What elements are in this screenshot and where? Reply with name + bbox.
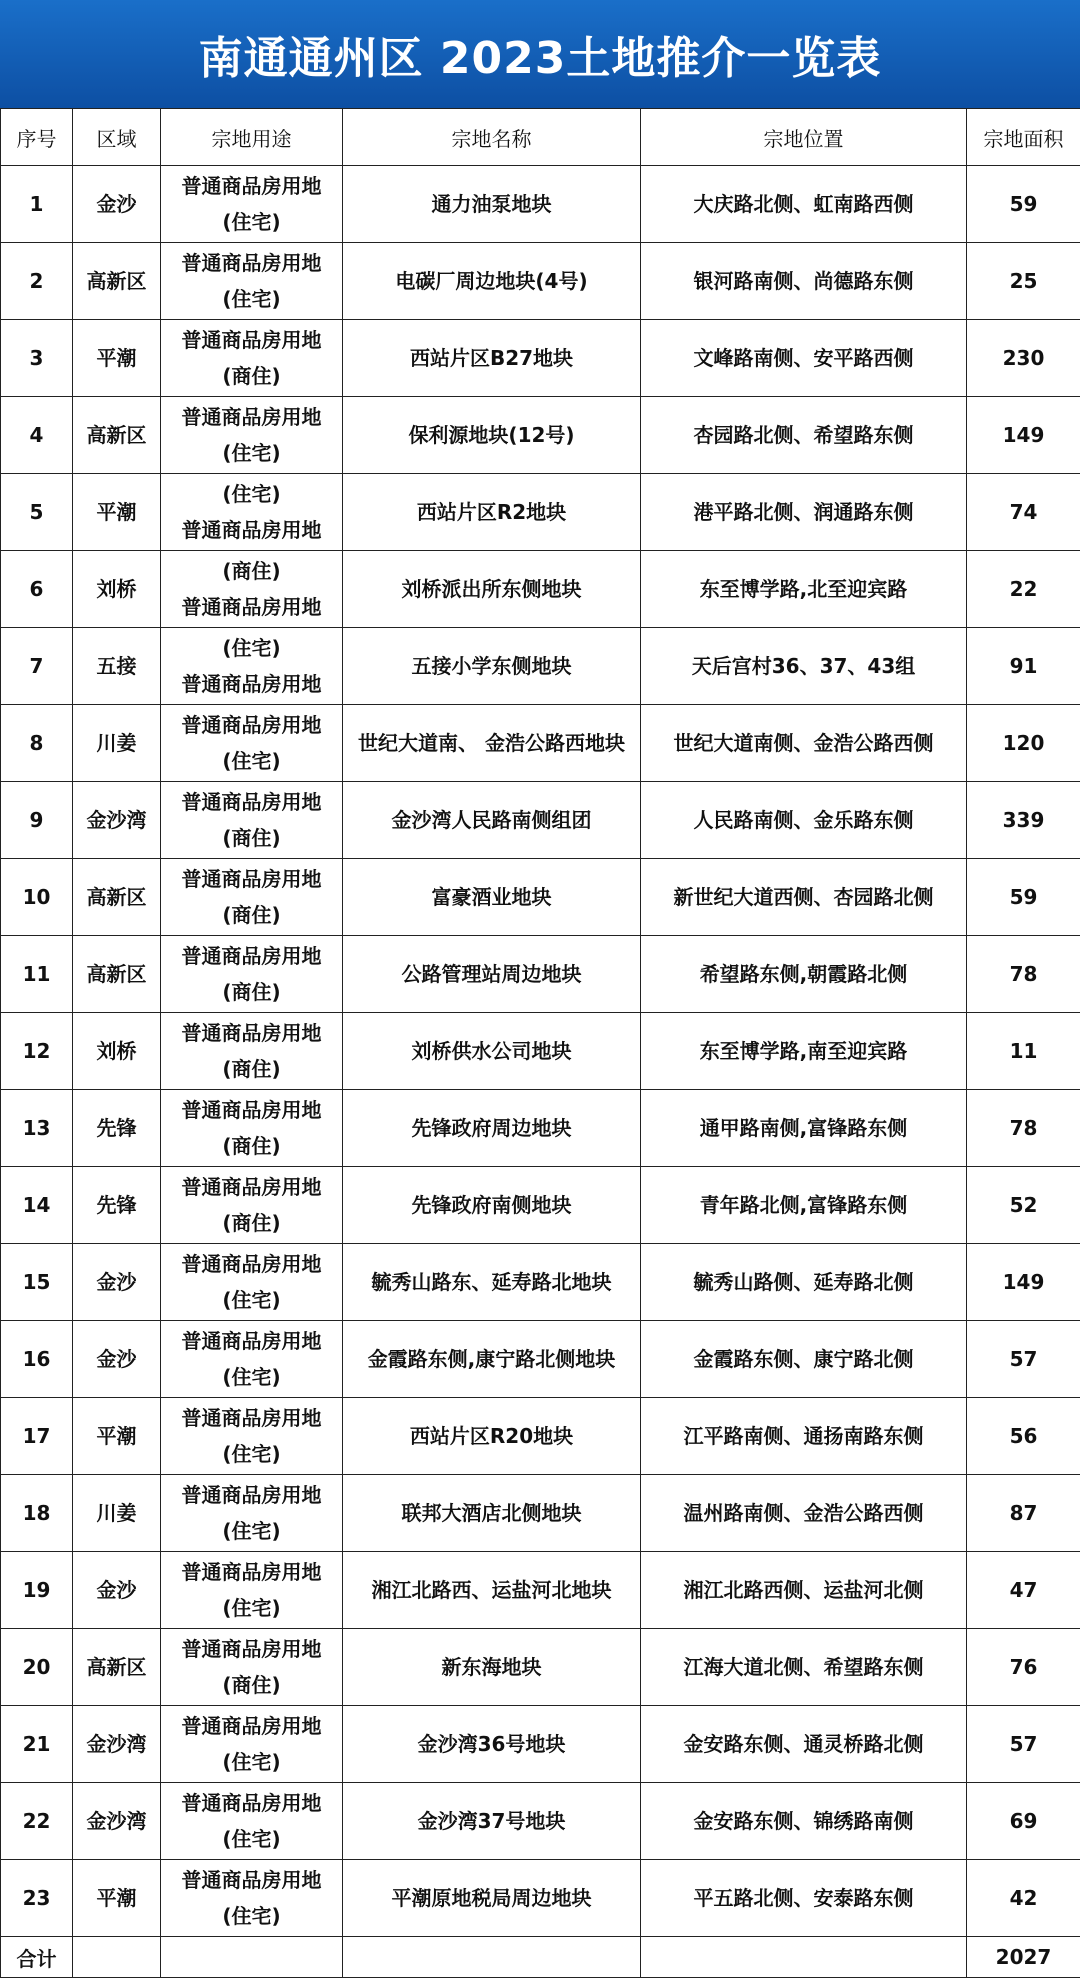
row-use-line: (住宅) [222, 210, 281, 234]
row-number: 10 [1, 859, 73, 936]
row-use [161, 1475, 343, 1552]
row-size: 120 [967, 705, 1080, 782]
row-number: 13 [1, 1090, 73, 1167]
row-size: 59 [967, 859, 1080, 936]
row-use-line: 普通商品房用地 [181, 1483, 322, 1507]
row-number: 1 [1, 166, 73, 243]
row-location: 金安路东侧、通灵桥路北侧 [641, 1706, 967, 1783]
total-empty-cell [161, 1937, 343, 1978]
row-area: 刘桥 [73, 551, 161, 628]
row-use-line: (住宅) [222, 1442, 281, 1466]
row-area: 川姜 [73, 1475, 161, 1552]
row-number: 22 [1, 1783, 73, 1860]
total-row [1, 1937, 1080, 1978]
row-number: 9 [1, 782, 73, 859]
row-use-line: 普通商品房用地 [181, 1791, 322, 1815]
row-use-line: 普通商品房用地 [181, 1406, 322, 1430]
row-use-line: (住宅) [222, 1904, 281, 1928]
row-use-line: (住宅) [222, 1750, 281, 1774]
row-location: 新世纪大道西侧、杏园路北侧 [641, 859, 967, 936]
row-use-line: 普通商品房用地 [181, 251, 322, 275]
row-use-line: 普通商品房用地 [181, 1560, 322, 1584]
row-use [161, 936, 343, 1013]
row-use [161, 1783, 343, 1860]
row-number: 11 [1, 936, 73, 1013]
row-location: 东至博学路,北至迎宾路 [641, 551, 967, 628]
row-use-line: (住宅) [222, 636, 281, 660]
row-area: 平潮 [73, 1860, 161, 1937]
row-size: 56 [967, 1398, 1080, 1475]
total-empty-cell [73, 1937, 161, 1978]
row-location: 湘江北路西侧、运盐河北侧 [641, 1552, 967, 1629]
row-area: 金沙湾 [73, 1706, 161, 1783]
row-use [161, 1090, 343, 1167]
row-area: 刘桥 [73, 1013, 161, 1090]
row-area: 高新区 [73, 859, 161, 936]
table-header-row [1, 109, 1080, 166]
row-use-line: 普通商品房用地 [181, 328, 322, 352]
row-area: 金沙 [73, 1321, 161, 1398]
row-use-line: (商住) [222, 826, 281, 850]
row-number: 2 [1, 243, 73, 320]
table-row [1, 320, 1080, 397]
row-use-line: (商住) [222, 364, 281, 388]
row-name: 先锋政府南侧地块 [343, 1167, 641, 1244]
row-use-line: (商住) [222, 903, 281, 927]
row-size: 76 [967, 1629, 1080, 1706]
table-row [1, 474, 1080, 551]
row-use-line: (住宅) [222, 287, 281, 311]
row-number: 12 [1, 1013, 73, 1090]
row-name: 新东海地块 [343, 1629, 641, 1706]
row-size: 149 [967, 397, 1080, 474]
row-location: 天后宫村36、37、43组 [641, 628, 967, 705]
row-location: 世纪大道南侧、金浩公路西侧 [641, 705, 967, 782]
row-number: 20 [1, 1629, 73, 1706]
row-use [161, 628, 343, 705]
row-size: 52 [967, 1167, 1080, 1244]
table-row [1, 1398, 1080, 1475]
row-use-line: (住宅) [222, 441, 281, 465]
row-area: 川姜 [73, 705, 161, 782]
row-location: 金安路东侧、锦绣路南侧 [641, 1783, 967, 1860]
row-area: 平潮 [73, 320, 161, 397]
total-empty-cell [343, 1937, 641, 1978]
row-size: 87 [967, 1475, 1080, 1552]
row-use-line: 普通商品房用地 [181, 518, 322, 542]
table-row [1, 1552, 1080, 1629]
row-size: 339 [967, 782, 1080, 859]
row-size: 91 [967, 628, 1080, 705]
row-use [161, 1860, 343, 1937]
row-use [161, 1013, 343, 1090]
title-bar [0, 0, 1080, 108]
row-use-line: 普通商品房用地 [181, 867, 322, 891]
row-use [161, 166, 343, 243]
row-location: 港平路北侧、润通路东侧 [641, 474, 967, 551]
row-size: 22 [967, 551, 1080, 628]
table-row [1, 859, 1080, 936]
table-row [1, 551, 1080, 628]
row-location: 温州路南侧、金浩公路西侧 [641, 1475, 967, 1552]
row-use-line: 普通商品房用地 [181, 174, 322, 198]
row-location: 文峰路南侧、安平路西侧 [641, 320, 967, 397]
table-row [1, 1167, 1080, 1244]
row-use [161, 705, 343, 782]
table-row [1, 166, 1080, 243]
row-location: 江平路南侧、通扬南路东侧 [641, 1398, 967, 1475]
row-use [161, 1321, 343, 1398]
row-name: 西站片区B27地块 [343, 320, 641, 397]
header-size: 宗地面积 [967, 109, 1080, 166]
row-use-line: 普通商品房用地 [181, 1021, 322, 1045]
row-area: 先锋 [73, 1090, 161, 1167]
row-size: 57 [967, 1706, 1080, 1783]
row-size: 69 [967, 1783, 1080, 1860]
row-use-line: (住宅) [222, 1288, 281, 1312]
row-size: 25 [967, 243, 1080, 320]
row-use [161, 243, 343, 320]
row-use-line: 普通商品房用地 [181, 595, 322, 619]
row-use [161, 1629, 343, 1706]
table-row [1, 705, 1080, 782]
row-number: 3 [1, 320, 73, 397]
row-use-line: (商住) [222, 1057, 281, 1081]
row-name: 西站片区R20地块 [343, 1398, 641, 1475]
row-name: 毓秀山路东、延寿路北地块 [343, 1244, 641, 1321]
row-size: 42 [967, 1860, 1080, 1937]
row-number: 6 [1, 551, 73, 628]
row-number: 18 [1, 1475, 73, 1552]
row-number: 19 [1, 1552, 73, 1629]
land-table [0, 108, 1080, 1978]
row-name: 保利源地块(12号) [343, 397, 641, 474]
row-use [161, 320, 343, 397]
row-area: 金沙 [73, 1244, 161, 1321]
header-location: 宗地位置 [641, 109, 967, 166]
table-row [1, 936, 1080, 1013]
row-area: 高新区 [73, 397, 161, 474]
row-use-line: 普通商品房用地 [181, 1175, 322, 1199]
row-area: 金沙 [73, 1552, 161, 1629]
row-name: 电碳厂周边地块(4号) [343, 243, 641, 320]
row-name: 联邦大酒店北侧地块 [343, 1475, 641, 1552]
row-area: 金沙湾 [73, 1783, 161, 1860]
row-name: 金沙湾人民路南侧组团 [343, 782, 641, 859]
total-label: 合计 [1, 1937, 73, 1978]
row-location: 银河路南侧、尚德路东侧 [641, 243, 967, 320]
row-name: 金沙湾36号地块 [343, 1706, 641, 1783]
row-number: 15 [1, 1244, 73, 1321]
row-number: 17 [1, 1398, 73, 1475]
table-row [1, 1783, 1080, 1860]
row-number: 16 [1, 1321, 73, 1398]
table-row [1, 628, 1080, 705]
table-row [1, 1013, 1080, 1090]
row-location: 通甲路南侧,富锋路东侧 [641, 1090, 967, 1167]
row-use-line: 普通商品房用地 [181, 1252, 322, 1276]
row-size: 149 [967, 1244, 1080, 1321]
page-title: 南通通州区 2023土地推介一览表 [198, 33, 882, 84]
header-use: 宗地用途 [161, 109, 343, 166]
row-use-line: (商住) [222, 1211, 281, 1235]
header-area: 区域 [73, 109, 161, 166]
row-location: 青年路北侧,富锋路东侧 [641, 1167, 967, 1244]
row-size: 74 [967, 474, 1080, 551]
row-name: 刘桥派出所东侧地块 [343, 551, 641, 628]
row-use-line: 普通商品房用地 [181, 1868, 322, 1892]
row-name: 先锋政府周边地块 [343, 1090, 641, 1167]
row-use-line: 普通商品房用地 [181, 1098, 322, 1122]
row-size: 47 [967, 1552, 1080, 1629]
row-use-line: (住宅) [222, 1596, 281, 1620]
row-number: 21 [1, 1706, 73, 1783]
row-use-line: (商住) [222, 980, 281, 1004]
row-name: 五接小学东侧地块 [343, 628, 641, 705]
row-name: 金霞路东侧,康宁路北侧地块 [343, 1321, 641, 1398]
row-location: 毓秀山路侧、延寿路北侧 [641, 1244, 967, 1321]
row-location: 人民路南侧、金乐路东侧 [641, 782, 967, 859]
row-name: 金沙湾37号地块 [343, 1783, 641, 1860]
row-use-line: (住宅) [222, 1827, 281, 1851]
row-number: 5 [1, 474, 73, 551]
row-size: 57 [967, 1321, 1080, 1398]
row-use-line: 普通商品房用地 [181, 790, 322, 814]
row-location: 金霞路东侧、康宁路北侧 [641, 1321, 967, 1398]
table-row [1, 1706, 1080, 1783]
row-use-line: (住宅) [222, 749, 281, 773]
row-size: 11 [967, 1013, 1080, 1090]
row-name: 刘桥供水公司地块 [343, 1013, 641, 1090]
table-row [1, 243, 1080, 320]
row-area: 平潮 [73, 1398, 161, 1475]
row-area: 金沙 [73, 166, 161, 243]
row-use-line: 普通商品房用地 [181, 1637, 322, 1661]
row-size: 230 [967, 320, 1080, 397]
row-size: 59 [967, 166, 1080, 243]
table-row [1, 1475, 1080, 1552]
row-use-line: (住宅) [222, 482, 281, 506]
row-name: 湘江北路西、运盐河北地块 [343, 1552, 641, 1629]
row-use [161, 782, 343, 859]
row-location: 东至博学路,南至迎宾路 [641, 1013, 967, 1090]
row-area: 先锋 [73, 1167, 161, 1244]
row-area: 五接 [73, 628, 161, 705]
row-name: 世纪大道南、 金浩公路西地块 [343, 705, 641, 782]
row-use-line: 普通商品房用地 [181, 944, 322, 968]
row-use-line: (商住) [222, 559, 281, 583]
row-use [161, 1706, 343, 1783]
row-use-line: (住宅) [222, 1519, 281, 1543]
row-use [161, 1167, 343, 1244]
table-row [1, 1321, 1080, 1398]
table-row [1, 397, 1080, 474]
row-location: 平五路北侧、安泰路东侧 [641, 1860, 967, 1937]
row-area: 高新区 [73, 243, 161, 320]
total-size: 2027 [967, 1937, 1080, 1978]
row-name: 公路管理站周边地块 [343, 936, 641, 1013]
row-name: 通力油泵地块 [343, 166, 641, 243]
header-no: 序号 [1, 109, 73, 166]
total-empty-cell [641, 1937, 967, 1978]
table-row [1, 1244, 1080, 1321]
table-row [1, 782, 1080, 859]
row-size: 78 [967, 936, 1080, 1013]
row-number: 4 [1, 397, 73, 474]
table-row [1, 1860, 1080, 1937]
row-size: 78 [967, 1090, 1080, 1167]
row-area: 平潮 [73, 474, 161, 551]
row-use [161, 474, 343, 551]
row-location: 希望路东侧,朝霞路北侧 [641, 936, 967, 1013]
row-area: 高新区 [73, 1629, 161, 1706]
row-location: 江海大道北侧、希望路东侧 [641, 1629, 967, 1706]
row-use-line: 普通商品房用地 [181, 672, 322, 696]
row-number: 8 [1, 705, 73, 782]
row-use [161, 397, 343, 474]
row-number: 23 [1, 1860, 73, 1937]
row-use-line: 普通商品房用地 [181, 1714, 322, 1738]
row-use-line: (商住) [222, 1673, 281, 1697]
row-location: 大庆路北侧、虹南路西侧 [641, 166, 967, 243]
row-area: 金沙湾 [73, 782, 161, 859]
row-name: 富豪酒业地块 [343, 859, 641, 936]
row-name: 西站片区R2地块 [343, 474, 641, 551]
row-use [161, 1244, 343, 1321]
row-number: 7 [1, 628, 73, 705]
row-use [161, 551, 343, 628]
row-use-line: 普通商品房用地 [181, 713, 322, 737]
table-row [1, 1629, 1080, 1706]
header-name: 宗地名称 [343, 109, 641, 166]
row-use [161, 1552, 343, 1629]
row-use-line: 普通商品房用地 [181, 1329, 322, 1353]
row-area: 高新区 [73, 936, 161, 1013]
row-use [161, 1398, 343, 1475]
table-row [1, 1090, 1080, 1167]
row-use-line: (商住) [222, 1134, 281, 1158]
row-name: 平潮原地税局周边地块 [343, 1860, 641, 1937]
row-use [161, 859, 343, 936]
row-location: 杏园路北侧、希望路东侧 [641, 397, 967, 474]
row-number: 14 [1, 1167, 73, 1244]
row-use-line: (住宅) [222, 1365, 281, 1389]
row-use-line: 普通商品房用地 [181, 405, 322, 429]
